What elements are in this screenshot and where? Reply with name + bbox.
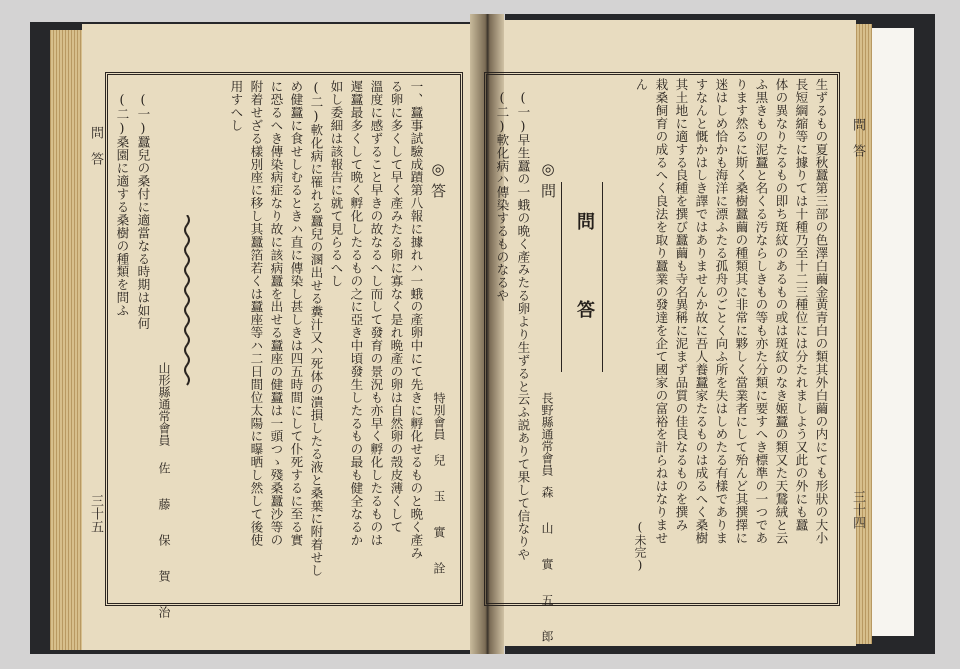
answer-author-name: 兒 玉 實 詮	[432, 454, 446, 580]
member-affiliation: 山形縣通常會員	[157, 362, 171, 446]
answer-text-line: (二)軟化病に罹れる蠶兒の溷出せる糞汁又ハ死体の潰損したる液と桑葉に附着せし	[308, 80, 324, 577]
answer-text-line: 附着せざる樣別座に移し其蠶箔若くは蠶座等ハ二日間位太陽に曝晒し然して後使	[248, 80, 264, 547]
right-body-line: 栽桑飼育の成るへく良法を取り蠶業の發達を企て國家の富裕を計らねはなりませ	[653, 78, 669, 545]
question-author-name: 森 山 實 五 郎	[540, 486, 554, 648]
answer-text-line: 一、蠶事試驗成蹟第八報に據れハ一蛾の產卵中にて先きに孵化せるものと晩く產み	[408, 80, 424, 560]
section-title-rule-right	[602, 182, 603, 372]
right-body-line: 其土地に適する良種を撰び蠶繭も寺名異稱に泥まず品質の佳良なるものを撰み	[673, 78, 689, 532]
left-page-number: 三十五	[88, 494, 103, 533]
answer-text-line: に恐るへき傳染病症なり故に該病蠶を出せる蠶座の健蠶は一頭つゝ殘桑蠶沙等の	[268, 80, 284, 547]
member-name: 佐 藤 保 賀 治	[157, 462, 171, 624]
right-question-line: (二)軟化病ハ傳染するものなるや	[494, 90, 510, 302]
finish-mark: (未完)	[633, 520, 647, 572]
back-endpaper	[866, 28, 914, 636]
right-page-number: 三十四	[850, 490, 865, 529]
right-body-line: 迷はしめ恰かも海洋に漂ふたる孤舟のごとく向ふ所を失はしめたる有樣でありま	[713, 78, 729, 545]
section-title-rule-left	[561, 182, 562, 372]
right-body-line: ります然るに斯く桑樹蠶繭の種類其に非常に夥しく當業者にして殆んど其撰擇に	[733, 78, 749, 545]
left-page-margin-title: 問 答	[88, 126, 103, 165]
right-body-line: 体の異なりたるもの即ち斑紋のあるもの或は斑紋のなき姬蠶の類又た天鵞絨と云	[773, 78, 789, 545]
right-page-margin-title: 問 答	[850, 118, 865, 157]
right-body-line: 生ずるもの夏秋蠶第三部の色澤白繭金黄青白の類其外白繭の内にても形狀の大小	[813, 78, 829, 545]
question-author-label: 長野縣通常會員	[540, 392, 554, 476]
right-body-line: ふ黒きもの泥蠶と名くる汚ならしきもの等も亦た分類に要すへき標準の一つであ	[753, 78, 769, 545]
answer-author-label: 特別會員	[432, 392, 446, 440]
answer-text-line: め健蠶に食せしむるときハ直に傳染し甚しきは四五時間にして仆死するに至る實	[288, 80, 304, 547]
question-heading: ◎問	[539, 160, 557, 203]
answer-text-line: 如し委細は該報告に就て見らるへし	[328, 80, 344, 288]
left-question-line: (二)桑園に適する桑樹の種類を問ふ	[114, 92, 130, 317]
right-question-line: (一)早生蠶の一蛾の晩く產みたる卵より生ずると云ふ説ありて果して信なりや	[515, 90, 531, 561]
answer-text-line: る卵に多くして早く產みたる卵に寡なく是れ晩產の卵は自然卵の殼皮薄くして	[388, 80, 404, 534]
answer-text-line: 遲蠶最多くして晩く孵化したるもの之に亞き中頃發生したるもの最も健全なるか	[348, 80, 364, 547]
answer-heading: ◎答	[429, 160, 447, 203]
left-question-line: (一)蠶兒の桑付に適當なる時期は如何	[135, 92, 151, 330]
answer-text-line: 用すへし	[228, 80, 244, 132]
section-title: 問 答	[574, 212, 595, 344]
right-body-line: すなんと慨かはしき譯ではありませんか故に吾人養蠶家たるものは成るへく桑樹	[693, 78, 709, 545]
right-body-line: ん	[633, 78, 649, 91]
answer-text-line: 溫度に感ずること早きの故なるへし而して發育の景況も亦早く孵化したるものは	[368, 80, 384, 547]
wavy-separator-line	[180, 215, 194, 390]
right-body-line: 長短綱縮等に據りては十種乃至十二三種位には分たれましよう又此の外にも蠶	[793, 78, 809, 532]
